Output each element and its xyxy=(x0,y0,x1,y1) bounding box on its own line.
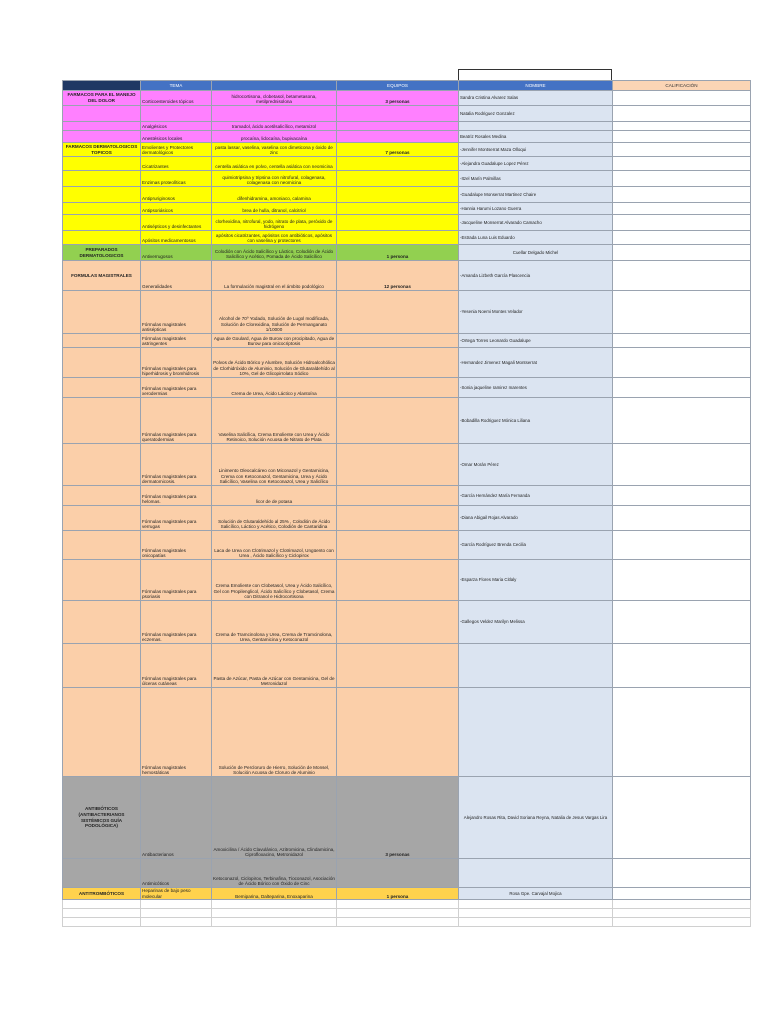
empty-cell[interactable] xyxy=(613,909,751,918)
table-row xyxy=(63,859,751,888)
nombre-cell: -Omar Morán Pérez xyxy=(459,444,613,486)
table-row xyxy=(63,143,751,157)
table-row xyxy=(63,601,751,644)
equipos-cell: 3 personas xyxy=(337,91,459,106)
medicamentos-cell xyxy=(212,106,337,122)
category-cell: FORMULAS MAGISTRALES xyxy=(63,261,141,291)
nombre-cell: Natalia Rodriguez Gonzalez xyxy=(459,106,613,122)
empty-cell[interactable] xyxy=(63,918,141,927)
equipos-cell: 1 persona xyxy=(337,245,459,261)
empty-row xyxy=(63,909,751,918)
equipos-cell: 1 persona xyxy=(337,888,459,900)
equipos-cell xyxy=(337,131,459,143)
empty-row xyxy=(63,900,751,909)
category-cell xyxy=(63,859,141,888)
table-row xyxy=(63,644,751,688)
empty-cell[interactable] xyxy=(613,900,751,909)
medicamentos-cell: Bemiparina, Dalteparina, Enoxaparina xyxy=(212,888,337,900)
nombre-cell: Beatriz Rosales Medina xyxy=(459,131,613,143)
equipos-cell xyxy=(337,688,459,777)
nombre-cell: -Esparza Flores Maria Citlaly xyxy=(459,560,613,601)
empty-cell[interactable] xyxy=(141,900,212,909)
tema-cell: Antimicóticos xyxy=(141,859,212,888)
table-row xyxy=(63,122,751,131)
nombre-cell: Alejandro Rosas Rita, David Soriana Reyna, Natalia de Jesus Vargas Lira xyxy=(459,777,613,859)
tema-cell: Antisépticos y desinfectantes xyxy=(141,215,212,231)
calificacion-cell[interactable] xyxy=(613,644,751,688)
category-cell xyxy=(63,378,141,398)
table-row xyxy=(63,560,751,601)
tema-cell xyxy=(141,106,212,122)
category-cell xyxy=(63,601,141,644)
equipos-cell xyxy=(337,291,459,334)
tema-cell: Fórmulas magistrales onicopatías xyxy=(141,531,212,560)
table-row xyxy=(63,106,751,122)
header-empty-2 xyxy=(212,81,337,91)
nombre-cell: Rosa Gpe. Carvajal Mojica xyxy=(459,888,613,900)
category-cell: ANTITROMBÓTICOS xyxy=(63,888,141,900)
table-row xyxy=(63,334,751,348)
table-row xyxy=(63,131,751,143)
empty-cell[interactable] xyxy=(63,900,141,909)
table-row xyxy=(63,91,751,106)
empty-cell[interactable] xyxy=(337,900,459,909)
medicamentos-cell: Agua de Goulard, Agua de Burow con procipitado, Agua de Burow para onicocriptosis xyxy=(212,334,337,348)
equipos-cell xyxy=(337,106,459,122)
calificacion-cell[interactable] xyxy=(613,245,751,261)
medicamentos-cell: Ketoconazol, Ciclopirox, Terbinafina, Tioconazol, Asociación de Ácido Bórico con Óxido de Cinc xyxy=(212,859,337,888)
nombre-cell: -Bobadilla Rodriguez Mónica Liliana xyxy=(459,398,613,444)
nombre-cell: -Guadalupe Monserrat Martinez Chaire xyxy=(459,187,613,203)
calificacion-cell[interactable] xyxy=(613,171,751,187)
medicamentos-cell: La formulación magistral en el ámbito podológico xyxy=(212,261,337,291)
calificacion-cell[interactable] xyxy=(613,506,751,531)
calificacion-cell[interactable] xyxy=(613,122,751,131)
header-row xyxy=(63,81,751,91)
table-row xyxy=(63,291,751,334)
equipos-cell xyxy=(337,187,459,203)
equipos-cell xyxy=(337,348,459,378)
category-cell xyxy=(63,157,141,171)
medicamentos-cell: Crema Emoliente con Clobetasol, Urea y Ácido Salicílico, Gel con Propilenglicol, Ácido Salicílico y Clobetasol, Crema con Ditranol e Hidrocortisona xyxy=(212,560,337,601)
assignment-spreadsheet xyxy=(62,80,751,927)
nombre-cell xyxy=(459,688,613,777)
medicamentos-cell: Amoxicilina / Ácido Clavulánico, Azitromicina, Clindamicina, Ciprofloxacino, Metronidazol xyxy=(212,777,337,859)
table-row xyxy=(63,777,751,859)
table-row xyxy=(63,486,751,506)
category-cell xyxy=(63,106,141,122)
tema-cell: Anestésicos locales xyxy=(141,131,212,143)
equipos-cell: 12 personas xyxy=(337,261,459,291)
table-row xyxy=(63,378,751,398)
header-empty xyxy=(63,81,141,91)
calificacion-cell[interactable] xyxy=(613,187,751,203)
equipos-cell xyxy=(337,215,459,231)
category-cell xyxy=(63,560,141,601)
category-cell: FARMACOS PARA EL MANEJO DEL DOLOR xyxy=(63,91,141,106)
table-row xyxy=(63,348,751,378)
medicamentos-cell: procaína, lidocaína, bupivacaína xyxy=(212,131,337,143)
medicamentos-cell: hidrocortisona, clobetasol, betametasona, metilprednisolona xyxy=(212,91,337,106)
equipos-cell xyxy=(337,531,459,560)
tema-cell: Emolientes y Protectores dermatológicos xyxy=(141,143,212,157)
medicamentos-cell: licor de de potasa xyxy=(212,486,337,506)
nombre-cell: Sandra Cristina Alvarez Salas xyxy=(459,91,613,106)
category-cell xyxy=(63,398,141,444)
tema-cell: Fórmulas magistrales para queratodermias xyxy=(141,398,212,444)
medicamentos-cell: Linimento Oleocalcáreo con Miconazol y Gentamicina, Crema con Ketoconazol, Gentamicina, Urea y Ácido Salicílico, Vaselina con Ketoconazol, Urea y Salicílico xyxy=(212,444,337,486)
empty-cell[interactable] xyxy=(212,900,337,909)
calificacion-cell[interactable] xyxy=(613,888,751,900)
calificacion-cell[interactable] xyxy=(613,378,751,398)
category-cell xyxy=(63,334,141,348)
table-row xyxy=(63,157,751,171)
empty-row xyxy=(63,918,751,927)
tema-cell: Generalidades xyxy=(141,261,212,291)
category-cell: FARMACOS DERMATOLOGICOS TOPICOS xyxy=(63,143,141,157)
tema-cell: Fórmulas magistrales para xerodermias xyxy=(141,378,212,398)
table-row xyxy=(63,506,751,531)
table-row xyxy=(63,261,751,291)
category-cell: PREPARADOS DERMATOLOGICOS xyxy=(63,245,141,261)
calificacion-cell[interactable] xyxy=(613,601,751,644)
category-cell xyxy=(63,215,141,231)
category-cell xyxy=(63,486,141,506)
category-cell xyxy=(63,187,141,203)
calificacion-cell[interactable] xyxy=(613,91,751,106)
nombre-cell xyxy=(459,644,613,688)
empty-cell[interactable] xyxy=(63,909,141,918)
equipos-cell xyxy=(337,486,459,506)
tema-cell: Antiverrugosos xyxy=(141,245,212,261)
empty-cell[interactable] xyxy=(212,909,337,918)
empty-cell[interactable] xyxy=(459,909,613,918)
category-cell xyxy=(63,644,141,688)
empty-cell[interactable] xyxy=(141,918,212,927)
category-cell xyxy=(63,531,141,560)
calificacion-cell[interactable] xyxy=(613,106,751,122)
nombre-cell: -Jennifer Montserrat Maza Olloqui xyxy=(459,143,613,157)
calificacion-cell[interactable] xyxy=(613,688,751,777)
medicamentos-cell: Polvos de Ácido Bórico y Alumbre, Solución Hidroalcohólica de Clorhidróxido de Aluminio, Solución de Glutaraldehído al 10%, Gel de Glicopirrolato Sódico xyxy=(212,348,337,378)
equipos-cell xyxy=(337,378,459,398)
calificacion-cell[interactable] xyxy=(613,444,751,486)
medicamentos-cell: Laca de Urea con Clotrimazol y Clotrimazol, Ungüento con Urea , Ácido Salicílico y Ciclopirox xyxy=(212,531,337,560)
tema-cell: Fórmulas magistrales para úlceras cutáneas xyxy=(141,644,212,688)
category-cell xyxy=(63,688,141,777)
nombre-cell: -Diana Abigail Rojas Alvarado xyxy=(459,506,613,531)
category-cell xyxy=(63,131,141,143)
calificacion-cell[interactable] xyxy=(613,261,751,291)
calificacion-cell[interactable] xyxy=(613,157,751,171)
tema-cell: Cicatrizantes xyxy=(141,157,212,171)
header-equipos: EQUIPOS xyxy=(337,81,459,91)
nombre-cell: -Gallegos Veldez Marilyn Melissa xyxy=(459,601,613,644)
tema-cell: Heparinas de bajo peso molecular xyxy=(141,888,212,900)
table-row xyxy=(63,187,751,203)
empty-cell[interactable] xyxy=(337,918,459,927)
equipos-cell xyxy=(337,122,459,131)
tema-cell: Antibacterianos xyxy=(141,777,212,859)
medicamentos-cell: Pasta de Azúcar, Pasta de Azúcar con Gentamicina, Gel de Metronidazol xyxy=(212,644,337,688)
calificacion-cell[interactable] xyxy=(613,291,751,334)
category-cell xyxy=(63,122,141,131)
equipos-cell: 3 personas xyxy=(337,777,459,859)
table-row xyxy=(63,444,751,486)
nombre-cell: -García Hernández María Fernanda xyxy=(459,486,613,506)
category-cell xyxy=(63,506,141,531)
header-nombre: NOMBRE xyxy=(459,81,613,91)
equipos-cell xyxy=(337,398,459,444)
medicamentos-cell: Colodión con Ácido Salicílico y Láctico, Colodión de Ácido Salicílico y Acético, Pomada de Ácido Salicílico xyxy=(212,245,337,261)
tema-cell: Fórmulas magistrales para helomas. xyxy=(141,486,212,506)
tema-cell: Enzimas proteolíticas xyxy=(141,171,212,187)
calificacion-cell[interactable] xyxy=(613,859,751,888)
nombre-cell: -Amanda Lizbeth García Plascencia xyxy=(459,261,613,291)
equipos-cell xyxy=(337,334,459,348)
header-tema: TEMA xyxy=(141,81,212,91)
category-cell xyxy=(63,203,141,215)
table-row xyxy=(63,215,751,231)
medicamentos-cell: Crema de Urea, Ácido Láctico y Alantoína xyxy=(212,378,337,398)
table-row xyxy=(63,245,751,261)
category-cell xyxy=(63,171,141,187)
calificacion-cell[interactable] xyxy=(613,348,751,378)
nombre-cell: -Estrada Luna Luis Eduardo xyxy=(459,231,613,245)
equipos-cell xyxy=(337,444,459,486)
empty-cell[interactable] xyxy=(212,918,337,927)
tema-cell: Fórmulas magistrales para verrugas xyxy=(141,506,212,531)
medicamentos-cell: Alcohol de 70º Yodado, Solución de Lugol modificada, Solución de Clorexidina, Solución de Permanganato 1/10000 xyxy=(212,291,337,334)
tema-cell: Apósitos medicamentosos xyxy=(141,231,212,245)
medicamentos-cell: Solución de Glutaraldehído al 25% , Colodión de Ácido Salicílico, Láctico y Acético, Colodión de Cantaridina xyxy=(212,506,337,531)
equipos-cell xyxy=(337,171,459,187)
equipos-cell xyxy=(337,859,459,888)
equipos-cell xyxy=(337,231,459,245)
calificacion-cell[interactable] xyxy=(613,143,751,157)
medicamentos-cell: pasta lassar, vaselina, vaselina con dimeticona y óxido de zinc xyxy=(212,143,337,157)
nombre-cell: -Alejandra Guadalupe Lopez Pérez xyxy=(459,157,613,171)
nombre-cell: -Ortega Torres Leonardo Guadalupe xyxy=(459,334,613,348)
tema-cell: Antipruriginosos xyxy=(141,187,212,203)
calificacion-cell[interactable] xyxy=(613,203,751,215)
medicamentos-cell: apósitos cicatrizantes, apósitos con antibióticos, apósitos con vaselina y protectores xyxy=(212,231,337,245)
tema-cell: Antipsoriásicos xyxy=(141,203,212,215)
calificacion-cell[interactable] xyxy=(613,486,751,506)
nombre-cell xyxy=(459,122,613,131)
calificacion-cell[interactable] xyxy=(613,560,751,601)
calificacion-cell[interactable] xyxy=(613,334,751,348)
calificacion-cell[interactable] xyxy=(613,531,751,560)
header-calificacion: CALIFICACIÓN xyxy=(613,81,751,91)
category-cell xyxy=(63,291,141,334)
empty-cell[interactable] xyxy=(141,909,212,918)
tema-cell: Fórmulas magistrales para dermatomicosis. xyxy=(141,444,212,486)
tema-cell: Fórmulas magistrales astringentes xyxy=(141,334,212,348)
category-cell: ANTIBIÓTICOS (ANTIBACTERIANOS SISTÉMICOS GUÍA PODOLÓGICA) xyxy=(63,777,141,859)
equipos-cell: 7 personas xyxy=(337,143,459,157)
nombre-cell: -Sonia jaqueline ramirez marentes xyxy=(459,378,613,398)
tema-cell: Fórmulas magistrales para eczemas. xyxy=(141,601,212,644)
calificacion-cell[interactable] xyxy=(613,398,751,444)
calificacion-cell[interactable] xyxy=(613,215,751,231)
equipos-cell xyxy=(337,601,459,644)
medicamentos-cell: tramadol, ácido acetilsalicílico, metamizol xyxy=(212,122,337,131)
medicamentos-cell: difenhidramina, amoniaco, calamina xyxy=(212,187,337,203)
calificacion-cell[interactable] xyxy=(613,777,751,859)
tema-cell: Fórmulas magistrales hemostáticas xyxy=(141,688,212,777)
table-row xyxy=(63,231,751,245)
empty-cell[interactable] xyxy=(337,909,459,918)
equipos-cell xyxy=(337,506,459,531)
tema-cell: Corticoesteroides tópicos xyxy=(141,91,212,106)
nombre-cell: -Hannia Harumi Lozano Guerra xyxy=(459,203,613,215)
nombre-cell: -Itzel Marín Palmillas xyxy=(459,171,613,187)
nombre-cell: Cuellar Delgado Michel xyxy=(459,245,613,261)
empty-cell[interactable] xyxy=(613,918,751,927)
category-cell xyxy=(63,444,141,486)
table-row xyxy=(63,531,751,560)
medicamentos-cell: centella asiática en polvo, centella asiática con neomicina xyxy=(212,157,337,171)
medicamentos-cell: Vaselina Salicílica, Crema Emoliente con Urea y Ácido Retinoico, Solución Acuosa de Nitrato de Plata xyxy=(212,398,337,444)
medicamentos-cell: brea de hulla, ditranol, calcitriol xyxy=(212,203,337,215)
equipos-cell xyxy=(337,203,459,215)
category-cell xyxy=(63,348,141,378)
nombre-cell: -Yesenia Noemi Montes Velador xyxy=(459,291,613,334)
nombre-cell: -Jacqueline Monserrat Alvarado Camacho xyxy=(459,215,613,231)
calificacion-cell[interactable] xyxy=(613,131,751,143)
calificacion-cell[interactable] xyxy=(613,231,751,245)
table-row xyxy=(63,688,751,777)
equipos-cell xyxy=(337,644,459,688)
medicamentos-cell: clorhexidina, nitrofural, yodo, nitrato de plata, peróxido de hidrógeno xyxy=(212,215,337,231)
tema-cell: Fórmulas magistrales para psoriasis xyxy=(141,560,212,601)
medicamentos-cell: Solución de Percloruro de Hierro, Solución de Monsel, Solución Acuosa de Cloruro de Aluminio xyxy=(212,688,337,777)
equipos-cell xyxy=(337,560,459,601)
equipos-cell xyxy=(337,157,459,171)
nombre-cell xyxy=(459,859,613,888)
table-row xyxy=(63,398,751,444)
category-cell xyxy=(63,231,141,245)
empty-cell[interactable] xyxy=(459,918,613,927)
tema-cell: Fórmulas magistrales antisépticas xyxy=(141,291,212,334)
table-row xyxy=(63,171,751,187)
nombre-cell: -García Rodríguez Brenda Cecilia xyxy=(459,531,613,560)
tema-cell: Fórmulas magistrales para hiperhidrosis y bromhidrosis xyxy=(141,348,212,378)
tema-cell: Analgésicos xyxy=(141,122,212,131)
empty-cell[interactable] xyxy=(459,900,613,909)
medicamentos-cell: Crema de Tramcinolona y Urea, Crema de Tramcinolona, Urea, Gentamicina y Ketoconazol xyxy=(212,601,337,644)
table-row xyxy=(63,888,751,900)
medicamentos-cell: quimiotripsina y tripsina con nitrofural, colagenasa, colagenasa con neomicina xyxy=(212,171,337,187)
nombre-cell: -Hernandez Jimenez Magali Montserrat xyxy=(459,348,613,378)
table-row xyxy=(63,203,751,215)
